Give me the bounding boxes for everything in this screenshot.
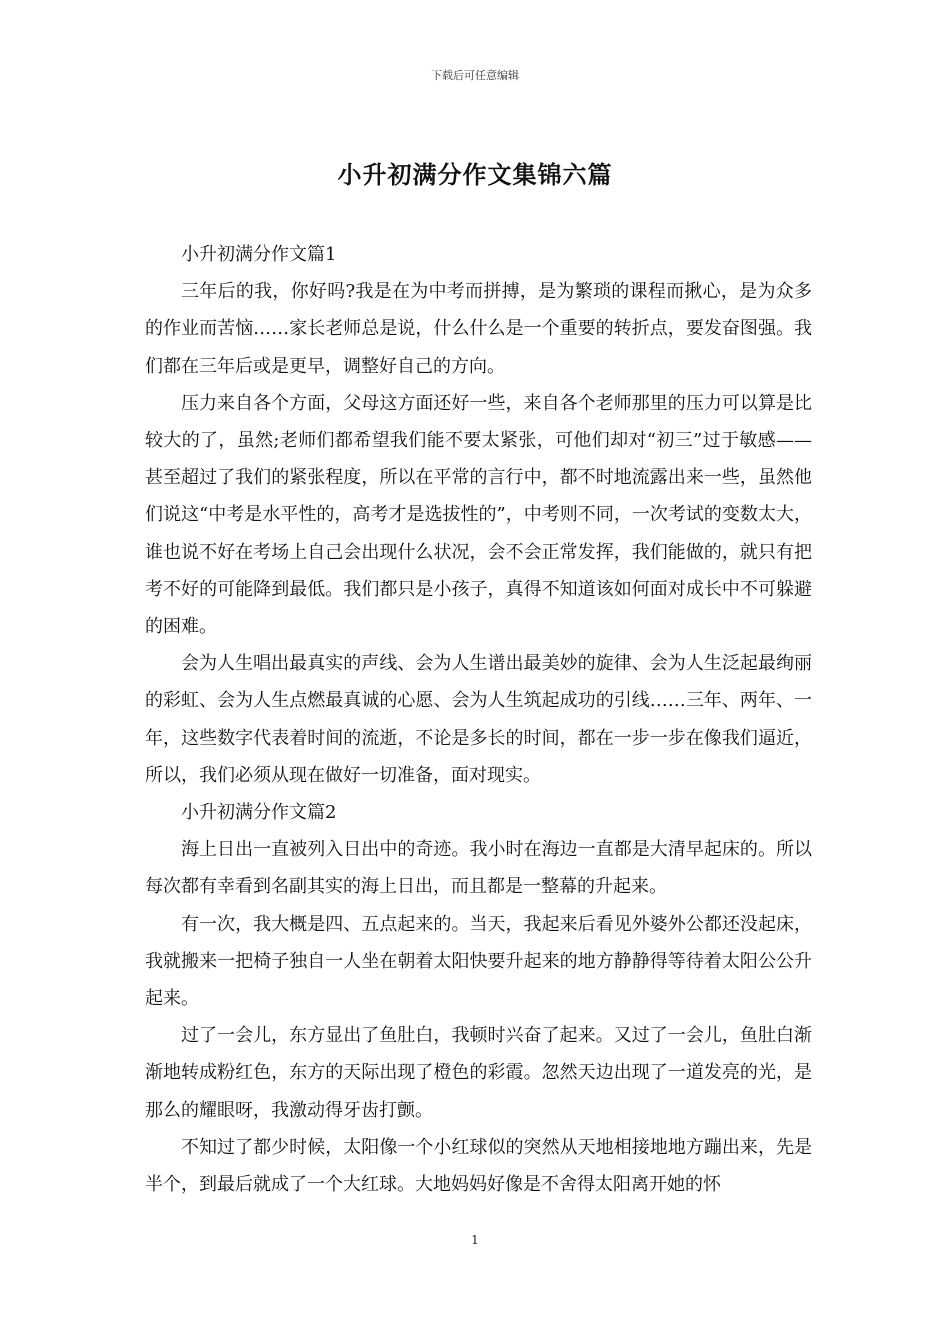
paragraph-2-3: 过了一会儿，东方显出了鱼肚白，我顿时兴奋了起来。又过了一会儿，鱼肚白渐渐地转成粉红色，东方的天际出现了橙色的彩霞。忽然天边出现了一道发亮的光，是那么的耀眼呀，我激动得牙齿打颤。 xyxy=(145,1025,812,1121)
section-heading-1: 小升初满分作文篇1 xyxy=(181,244,337,265)
document-title: 小升初满分作文集锦六篇 xyxy=(337,160,613,189)
paragraph-1-1: 三年后的我，你好吗?我是在为中考而拼搏，是为繁琐的课程而揪心，是为众多的作业而苦恼……家长老师总是说，什么什么是一个重要的转折点，要发奋图强。我们都在三年后或是更早，调整好自己的方向。 xyxy=(145,281,812,377)
paragraph-2-4: 不知过了都少时候，太阳像一个小红球似的突然从天地相接地地方蹦出来，先是半个，到最后就成了一个大红球。大地妈妈好像是不舍得太阳离开她的怀 xyxy=(145,1136,812,1196)
paragraph-2-2: 有一次，我大概是四、五点起来的。当天，我起来后看见外婆外公都还没起床，我就搬来一把椅子独自一人坐在朝着太阳快要升起来的地方静静得等待着太阳公公升起来。 xyxy=(145,913,812,1010)
paragraph-1-3: 会为人生唱出最真实的声线、会为人生谱出最美妙的旋律、会为人生泛起最绚丽的彩虹、会为人生点燃最真诚的心愿、会为人生筑起成功的引线……三年、两年、一年，这些数字代表着时间的流逝，不论是多长的时间，都在一步一步在像我们逼近，所以，我们必须从现在做好一切准备，面对现实。 xyxy=(145,653,812,786)
header-note: 下载后可任意编辑 xyxy=(431,69,519,82)
paragraph-2-1: 海上日出一直被列入日出中的奇迹。我小时在海边一直都是大清早起床的。所以每次都有幸看到名副其实的海上日出，而且都是一整幕的升起来。 xyxy=(145,839,812,898)
document-body xyxy=(145,236,812,1203)
page-number: 1 xyxy=(471,1233,479,1247)
section-heading-2: 小升初满分作文篇2 xyxy=(181,802,337,824)
paragraph-1-2: 压力来自各个方面，父母这方面还好一些，来自各个老师那里的压力可以算是比较大的了，虽然;老师们都希望我们能不要太紧张，可他们却对“初三”过于敏感——甚至超过了我们的紧张程度，所以在平常的言行中，都不时地流露出来一些，虽然他们说这“中考是水平性的，高考才是选拔性的”，中考则不同，一次考试的变数太大，谁也说不好在考场上自己会出现什么状况，会不会正常发挥，我们能做的，就只有把考不好的可能降到最低。我们都只是小孩子，真得不知道该如何面对成长中不可躲避的困难。 xyxy=(145,392,812,638)
